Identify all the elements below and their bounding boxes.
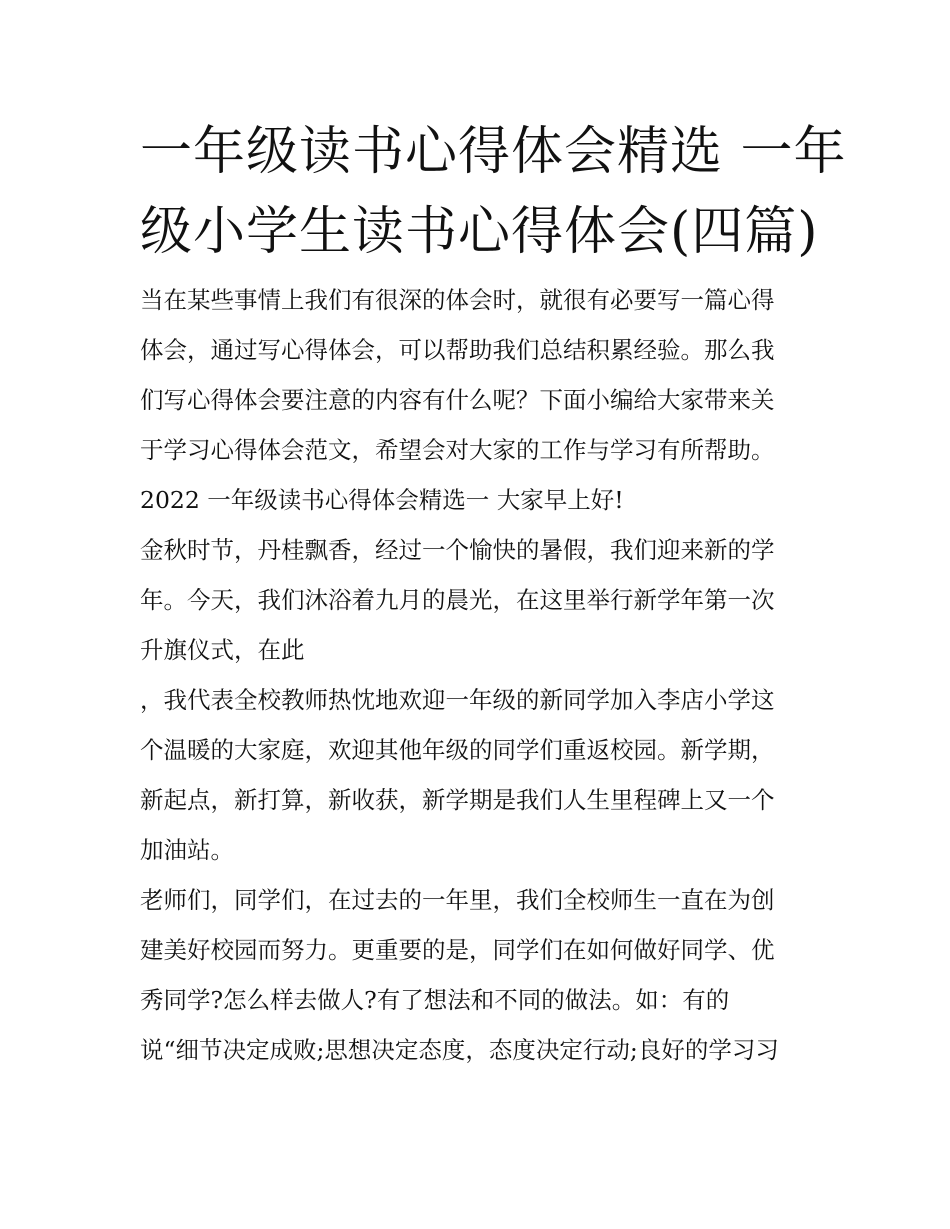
text-line: 说“细节决定成败;思想决定态度，态度决定行动;良好的学习习	[140, 1036, 779, 1064]
text-line: 加油站。	[140, 836, 234, 864]
text-line: 新起点，新打算，新收获，新学期是我们人生里程碑上又一个	[140, 786, 775, 814]
title-line-1: 一年级读书心得体会精选 一年	[140, 122, 847, 182]
text-line: 升旗仪式，在此	[140, 636, 305, 664]
text-line: 体会，通过写心得体会，可以帮助我们总结积累经验。那么我	[140, 336, 775, 364]
document-title	[140, 112, 847, 272]
document-body	[140, 275, 820, 1075]
text-line: 当在某些事情上我们有很深的体会时，就很有必要写一篇心得	[140, 286, 775, 314]
text-line: 建美好校园而努力。更重要的是，同学们在如何做好同学、优	[140, 936, 775, 964]
text-line: 金秋时节，丹桂飘香，经过一个愉快的暑假，我们迎来新的学	[140, 536, 775, 564]
section-heading-line: 2022 一年级读书心得体会精选一 大家早上好!	[140, 486, 624, 514]
text-line: 于学习心得体会范文，希望会对大家的工作与学习有所帮助。	[140, 436, 775, 464]
text-line: ，我代表全校教师热忱地欢迎一年级的新同学加入李店小学这	[140, 686, 775, 714]
text-line: 个温暖的大家庭，欢迎其他年级的同学们重返校园。新学期，	[140, 736, 775, 764]
text-line: 们写心得体会要注意的内容有什么呢？下面小编给大家带来关	[140, 386, 775, 414]
text-line: 秀同学?怎么样去做人?有了想法和不同的做法。如：有的	[140, 986, 730, 1014]
text-line: 年。今天，我们沐浴着九月的晨光，在这里举行新学年第一次	[140, 586, 775, 614]
text-line: 老师们，同学们，在过去的一年里，我们全校师生一直在为创	[140, 886, 775, 914]
title-line-2: 级小学生读书心得体会(四篇)	[140, 202, 819, 262]
